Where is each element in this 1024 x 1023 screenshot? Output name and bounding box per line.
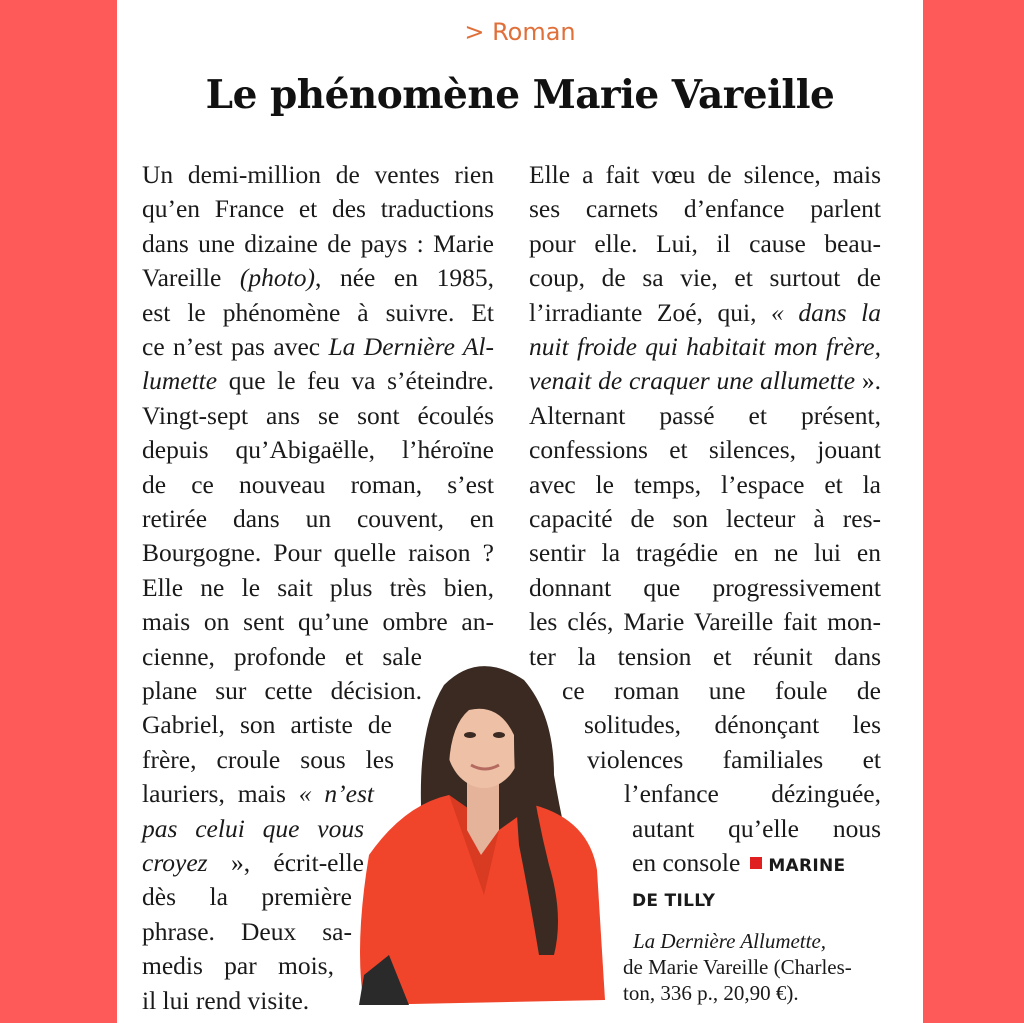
text-segment: Vingt-sept ans se sont écoulés <box>142 400 494 430</box>
column-1-line <box>142 814 364 844</box>
eye-right <box>493 732 505 738</box>
text-segment: dès la première <box>142 882 352 912</box>
column-1-line <box>142 573 494 603</box>
text-segment: ce roman une foule de <box>562 676 881 705</box>
text-segment: », écrit-elle <box>207 848 364 877</box>
italic-text: « dans la <box>771 297 881 327</box>
text-segment: cienne, profonde et sale <box>142 641 422 671</box>
left-color-band <box>0 0 117 1023</box>
column-1-line <box>142 538 494 568</box>
text-segment: frère, croule sous les <box>142 744 394 774</box>
text-segment: Vareille <box>142 263 240 293</box>
text-segment: violences familiales et <box>587 744 881 774</box>
column-2-line <box>529 435 881 465</box>
column-2-line <box>632 848 881 881</box>
text-segment: Un demi-million de ventes rien <box>142 160 494 189</box>
column-1-line <box>142 951 334 981</box>
book-author-publisher: de Marie Vareille (Charles- <box>623 955 852 979</box>
italic-text: « n’est <box>298 779 374 809</box>
text-segment: Elle ne le sait plus très bien, <box>142 572 494 602</box>
italic-text: La Dernière Al- <box>328 332 495 361</box>
column-1-line <box>142 607 494 637</box>
column-2-line <box>529 366 881 396</box>
column-1-line <box>142 194 494 224</box>
text-segment: pour elle. Lui, il cause beau- <box>529 228 881 258</box>
column-1-line <box>142 401 494 431</box>
column-2-line <box>529 194 881 224</box>
italic-text: (photo) <box>239 263 315 293</box>
text-segment: ». <box>855 366 881 396</box>
author-signature-line-1: MARINE <box>768 856 846 876</box>
column-2-line <box>529 160 881 190</box>
text-segment: ce n’est pas avec <box>142 332 329 361</box>
text-segment: ter la tension et réunit dans <box>529 641 881 671</box>
text-segment: plane sur cette décision. <box>142 676 422 705</box>
text-segment: confessions et silences, jouant <box>529 435 881 465</box>
text-segment: Gabriel, son artiste de <box>142 710 392 740</box>
text-segment: l’enfance dézinguée, <box>624 779 881 809</box>
column-1-line <box>142 160 494 190</box>
author-signature-line-2: DE TILLY <box>632 891 716 912</box>
text-segment: l’irradiante Zoé, qui, <box>529 297 772 327</box>
column-1-line <box>142 298 494 328</box>
book-info <box>623 928 852 1006</box>
eye-left <box>464 732 476 738</box>
column-2-line <box>529 538 881 568</box>
text-segment: Alternant passé et présent, <box>529 400 881 430</box>
text-segment: que le feu va s’éteindre. <box>217 366 494 396</box>
italic-text: lumette <box>142 366 218 396</box>
column-2-line <box>529 470 881 500</box>
column-1-line <box>142 882 352 912</box>
article-page <box>117 0 923 1023</box>
text-segment: les clés, Marie Vareille fait mon- <box>529 607 881 637</box>
text-segment: avec le temps, l’espace et la <box>529 469 881 499</box>
text-segment: capacité de son lecteur à res- <box>529 504 881 533</box>
column-2-line <box>624 779 881 809</box>
text-segment: Bourgogne. Pour quelle raison ? <box>142 538 494 568</box>
text-segment: depuis qu’Abigaëlle, l’héroïne <box>142 435 494 465</box>
column-2-line <box>529 298 881 328</box>
text-segment: solitudes, dénonçant les <box>584 710 881 740</box>
column-2-line <box>529 504 881 534</box>
text-segment: mais on sent qu’une ombre an- <box>142 607 494 637</box>
column-1-line <box>142 504 494 534</box>
book-pages-price: ton, 336 p., 20,90 €). <box>623 981 799 1005</box>
text-segment: ses carnets d’enfance parlent <box>529 194 881 224</box>
column-1-line <box>142 366 494 396</box>
column-2-line <box>584 710 881 740</box>
text-segment: il lui rend visite. <box>142 985 310 1015</box>
column-1-line <box>142 435 494 465</box>
column-2-line <box>529 607 881 637</box>
text-segment: qu’en France et des traductions <box>142 194 494 224</box>
column-2-line <box>529 332 881 362</box>
column-2-line <box>529 229 881 259</box>
italic-text: croyez <box>142 848 208 877</box>
text-segment: en console <box>632 848 741 877</box>
author-photo <box>349 655 611 1005</box>
text-segment: coup, de sa vie, et surtout de <box>529 263 881 293</box>
column-1-line <box>142 986 324 1016</box>
text-segment: de ce nouveau roman, s’est <box>142 469 494 499</box>
italic-text: pas celui que vous <box>142 813 364 843</box>
column-1-line <box>142 470 494 500</box>
section-rubric: > Roman <box>464 18 576 46</box>
text-segment: retirée dans un couvent, en <box>142 504 494 533</box>
article-title: Le phénomène Marie Vareille <box>205 72 835 118</box>
text-segment: Elle a fait vœu de silence, mais <box>529 160 881 189</box>
column-1-line <box>142 917 352 947</box>
column-2-line <box>529 401 881 431</box>
italic-text: venait de craquer une allumette <box>529 366 856 396</box>
text-segment: donnant que progressivement <box>529 572 881 602</box>
column-2-line <box>587 745 881 775</box>
text-segment: est le phénomène à suivre. Et <box>142 297 494 327</box>
column-2-line <box>632 814 881 844</box>
text-segment: dans une dizaine de pays : Marie <box>142 228 494 258</box>
text-segment: phrase. Deux sa- <box>142 916 352 946</box>
italic-text: nuit froide qui habitait mon frère, <box>529 332 881 361</box>
signature-square-icon <box>750 857 762 869</box>
text-segment: lauriers, mais <box>142 779 299 809</box>
column-2-line <box>529 263 881 293</box>
text-segment: autant qu’elle nous <box>632 813 881 843</box>
column-1-line <box>142 229 494 259</box>
column-1-line <box>142 779 374 809</box>
column-2-line <box>529 573 881 603</box>
text-segment: sentir la tragédie en ne lui en <box>529 538 881 568</box>
text-segment: , née en 1985, <box>314 263 494 293</box>
column-1-line <box>142 848 364 878</box>
book-title: La Dernière Allumette, <box>633 929 827 953</box>
right-color-band <box>923 0 1024 1023</box>
column-1-line <box>142 332 494 362</box>
column-1-line <box>142 263 494 293</box>
text-segment: medis par mois, <box>142 951 334 981</box>
